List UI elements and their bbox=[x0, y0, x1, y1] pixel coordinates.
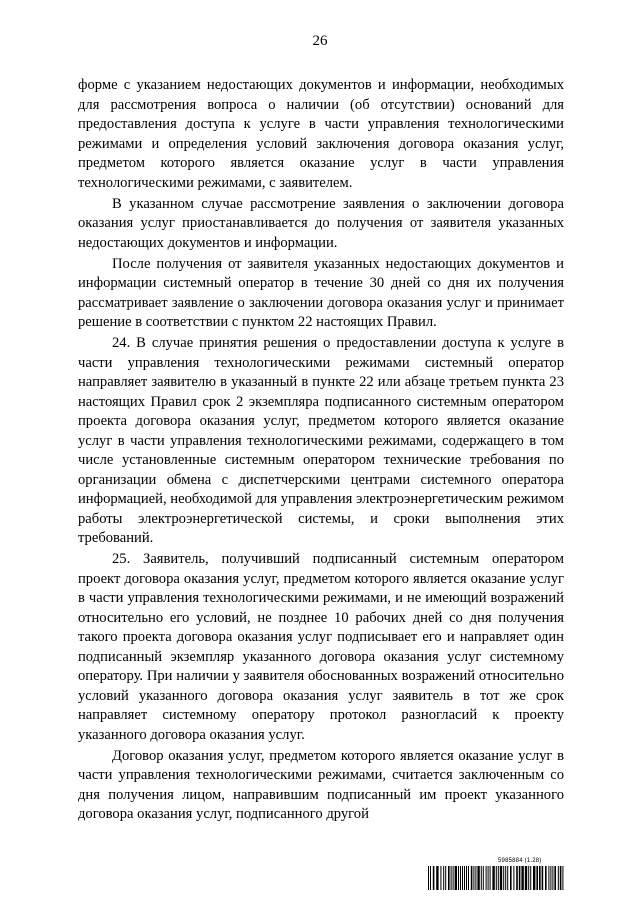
barcode-bar bbox=[519, 866, 521, 890]
barcode-bar bbox=[458, 866, 459, 890]
barcode-bar bbox=[460, 866, 461, 890]
barcode-bar bbox=[475, 866, 476, 890]
barcode-bar bbox=[513, 866, 514, 890]
barcode-bar bbox=[448, 866, 450, 890]
barcode-bar bbox=[490, 866, 491, 890]
paragraph-24: 24. В случае принятия решения о предоставлении доступа к услуге в части управления технологическими режимами системный оператор направляет заявителю в указанный в пункте 22 или абзаце третьем пункта 23 настоящих Правил срок 2 экземпляра подписанного системным оператором проекта договора оказания услуг, предметом которого является оказание услуг в части управления технологическими режимами, содержащего в том числе установленные системным оператором технические требования по организации обмена с диспетчерскими центрами системного оператора информацией, необходимой для управления электроэнергетическим режимом работы электроэнергетической системы, и сроки выполнения этих требований. bbox=[78, 335, 564, 546]
paragraph-2: В указанном случае рассмотрение заявления о заключении договора оказания услуг приостанавливается до получения от заявителя указанных недостающих документов и информации. bbox=[78, 195, 564, 251]
barcode-bar bbox=[433, 866, 435, 890]
barcode-bar bbox=[554, 866, 556, 890]
barcode-bar bbox=[488, 866, 489, 890]
barcode-bar bbox=[562, 866, 563, 890]
barcode-bar bbox=[451, 866, 452, 890]
barcode-bar bbox=[505, 866, 506, 890]
page-number: 26 bbox=[312, 33, 328, 49]
barcode-bar bbox=[552, 866, 553, 890]
barcode-bar bbox=[558, 866, 559, 890]
barcode-bar bbox=[462, 866, 463, 890]
paragraph-25: 25. Заявитель, получивший подписанный системным оператором проект договора оказания услуг, предметом которого является оказание услуг в части управления технологическими режимами, и не имеющий возражений относительно его условий, не позднее 10 рабочих дней со дня получения такого проекта договора оказания услуг подписывает его и направляет один подписанный экземпляр указанного договора оказания услуг системному оператору. При наличии у заявителя обоснованных возражений относительно условий указанного договора оказания услуг заявитель в тот же срок направляет системному оператору протокол разногласий к проекту указанного договора оказания услуг. bbox=[78, 551, 564, 743]
barcode-bar bbox=[464, 866, 465, 890]
barcode-bar bbox=[498, 866, 499, 890]
barcode-bar bbox=[468, 866, 469, 890]
barcode-bar bbox=[521, 866, 523, 890]
barcode-bar bbox=[560, 866, 562, 890]
barcode-bar bbox=[428, 866, 429, 890]
barcode-image bbox=[428, 866, 564, 890]
barcode-bar bbox=[477, 866, 479, 890]
paragraph-contract: Договор оказания услуг, предметом которого является оказание услуг в части управления технологическими режимами, считается заключенным со дня получения лицом, направившим подписанный им проект указанного договора оказания услуг, подписанного другой bbox=[78, 747, 564, 822]
barcode-bar bbox=[466, 866, 467, 890]
barcode-bar bbox=[481, 866, 482, 890]
barcode-bar bbox=[455, 866, 457, 890]
barcode-bar bbox=[530, 866, 531, 890]
barcode-bar bbox=[525, 866, 527, 890]
barcode-bar bbox=[436, 866, 438, 890]
barcode-bar bbox=[471, 866, 473, 890]
paragraph-3: После получения от заявителя указанных недостающих документов и информации системный оператор в течение 30 дней со дня их получения рассматривает заявление о заключении договора оказания услуг и принимает решение в соответствии с пунктом 22 настоящих Правил. bbox=[78, 255, 564, 330]
barcode-bar bbox=[473, 866, 474, 890]
barcode-bar bbox=[507, 866, 508, 890]
barcode-bar bbox=[548, 866, 549, 890]
barcode-bar bbox=[516, 866, 518, 890]
barcode-bar bbox=[430, 866, 431, 890]
barcode-bar bbox=[542, 866, 544, 890]
document-body bbox=[78, 76, 564, 826]
barcode-bar bbox=[483, 866, 484, 890]
barcode-bar bbox=[486, 866, 487, 890]
barcode-bar bbox=[496, 866, 497, 890]
barcode-bar bbox=[528, 866, 529, 890]
barcode-bar bbox=[545, 866, 547, 890]
barcode-bar bbox=[539, 866, 541, 890]
barcode-bar bbox=[445, 866, 446, 890]
barcode-bar bbox=[453, 866, 454, 890]
paragraph-1: форме с указанием недостающих документов и информации, необходимых для рассмотрения вопроса о наличии (об отсутствии) оснований для предоставления доступа к услуге в части управления технологическими режимами и определения условий заключения договора оказания услуг, предметом которого является оказание услуг в части управления технологическими режимами, с заявителем. bbox=[78, 77, 564, 191]
barcode-bar bbox=[500, 866, 502, 890]
document-code: 5985884 (1.28) bbox=[498, 858, 542, 864]
barcode-bar bbox=[536, 866, 538, 890]
barcode-bar bbox=[492, 866, 494, 890]
barcode-bar bbox=[443, 866, 444, 890]
barcode-bar bbox=[440, 866, 441, 890]
barcode-bar bbox=[550, 866, 551, 890]
barcode-bar bbox=[510, 866, 512, 890]
barcode-bar bbox=[533, 866, 535, 890]
barcode-bar bbox=[503, 866, 504, 890]
